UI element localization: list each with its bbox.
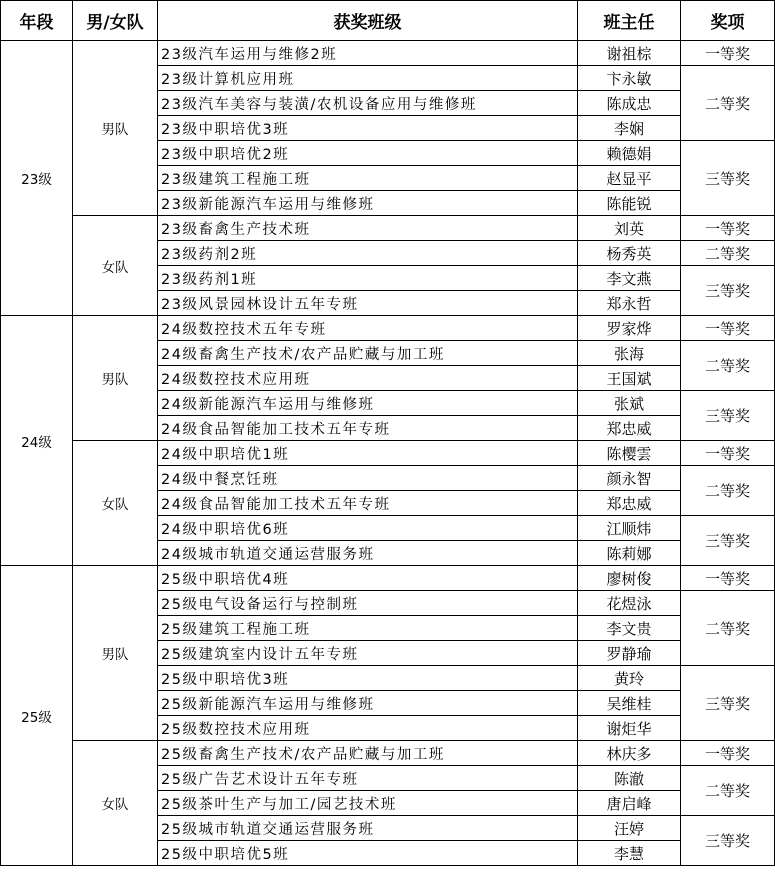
table-row: [1, 216, 775, 241]
teacher-cell: 郑忠威: [578, 491, 681, 516]
teacher-cell: 杨秀英: [578, 241, 681, 266]
header-grade: 年段: [1, 1, 73, 41]
teacher-cell: 陈澈: [578, 766, 681, 791]
class-cell: 24级新能源汽车运用与维修班: [158, 391, 578, 416]
table-row: [1, 41, 775, 66]
header-teacher: 班主任: [578, 1, 681, 41]
teacher-cell: 唐启峰: [578, 791, 681, 816]
award-cell: 一等奖: [681, 441, 775, 466]
award-cell: 三等奖: [681, 266, 775, 316]
class-cell: 24级中餐烹饪班: [158, 466, 578, 491]
award-cell: 二等奖: [681, 66, 775, 141]
class-cell: 23级畜禽生产技术班: [158, 216, 578, 241]
teacher-cell: 陈能锐: [578, 191, 681, 216]
teacher-cell: 吴维桂: [578, 691, 681, 716]
table-row: [1, 566, 775, 591]
award-cell: 一等奖: [681, 316, 775, 341]
class-cell: 25级中职培优4班: [158, 566, 578, 591]
class-cell: 23级药剂1班: [158, 266, 578, 291]
class-cell: 23级中职培优2班: [158, 141, 578, 166]
award-cell: 三等奖: [681, 516, 775, 566]
class-cell: 23级药剂2班: [158, 241, 578, 266]
class-cell: 24级数控技术应用班: [158, 366, 578, 391]
award-cell: 一等奖: [681, 741, 775, 766]
grade-cell: 24级: [1, 316, 73, 566]
teacher-cell: 王国斌: [578, 366, 681, 391]
teacher-cell: 刘英: [578, 216, 681, 241]
teacher-cell: 花煜泳: [578, 591, 681, 616]
header-row: [1, 1, 775, 41]
header-team: 男/女队: [73, 1, 158, 41]
class-cell: 24级城市轨道交通运营服务班: [158, 541, 578, 566]
teacher-cell: 汪婷: [578, 816, 681, 841]
teacher-cell: 陈成忠: [578, 91, 681, 116]
teacher-cell: 林庆多: [578, 741, 681, 766]
table-row: [1, 741, 775, 766]
award-cell: 一等奖: [681, 566, 775, 591]
grade-cell: 23级: [1, 41, 73, 316]
table-row: [1, 441, 775, 466]
header-class: 获奖班级: [158, 1, 578, 41]
teacher-cell: 张海: [578, 341, 681, 366]
class-cell: 25级茶叶生产与加工/园艺技术班: [158, 791, 578, 816]
table-body: [1, 41, 775, 866]
team-cell: 女队: [73, 441, 158, 566]
teacher-cell: 颜永智: [578, 466, 681, 491]
teacher-cell: 赖德娟: [578, 141, 681, 166]
team-cell: 女队: [73, 216, 158, 316]
class-cell: 25级城市轨道交通运营服务班: [158, 816, 578, 841]
class-cell: 25级中职培优3班: [158, 666, 578, 691]
grade-cell: 25级: [1, 566, 73, 866]
header-award: 奖项: [681, 1, 775, 41]
class-cell: 25级建筑工程施工班: [158, 616, 578, 641]
table-row: [1, 316, 775, 341]
teacher-cell: 卞永敏: [578, 66, 681, 91]
teacher-cell: 谢炬华: [578, 716, 681, 741]
teacher-cell: 李慧: [578, 841, 681, 866]
class-cell: 25级新能源汽车运用与维修班: [158, 691, 578, 716]
award-cell: 一等奖: [681, 41, 775, 66]
class-cell: 23级中职培优3班: [158, 116, 578, 141]
class-cell: 24级食品智能加工技术五年专班: [158, 491, 578, 516]
award-cell: 三等奖: [681, 816, 775, 866]
award-cell: 三等奖: [681, 666, 775, 741]
class-cell: 25级广告艺术设计五年专班: [158, 766, 578, 791]
class-cell: 23级新能源汽车运用与维修班: [158, 191, 578, 216]
class-cell: 24级中职培优6班: [158, 516, 578, 541]
award-cell: 三等奖: [681, 141, 775, 216]
class-cell: 23级建筑工程施工班: [158, 166, 578, 191]
teacher-cell: 张斌: [578, 391, 681, 416]
class-cell: 24级畜禽生产技术/农产品贮藏与加工班: [158, 341, 578, 366]
teacher-cell: 郑永哲: [578, 291, 681, 316]
teacher-cell: 李娴: [578, 116, 681, 141]
class-cell: 24级数控技术五年专班: [158, 316, 578, 341]
team-cell: 男队: [73, 41, 158, 216]
award-cell: 二等奖: [681, 591, 775, 666]
teacher-cell: 罗静瑜: [578, 641, 681, 666]
teacher-cell: 廖树俊: [578, 566, 681, 591]
class-cell: 25级数控技术应用班: [158, 716, 578, 741]
class-cell: 25级畜禽生产技术/农产品贮藏与加工班: [158, 741, 578, 766]
team-cell: 女队: [73, 741, 158, 866]
class-cell: 23级计算机应用班: [158, 66, 578, 91]
teacher-cell: 黄玲: [578, 666, 681, 691]
class-cell: 25级中职培优5班: [158, 841, 578, 866]
award-cell: 一等奖: [681, 216, 775, 241]
class-cell: 25级建筑室内设计五年专班: [158, 641, 578, 666]
teacher-cell: 赵显平: [578, 166, 681, 191]
award-cell: 二等奖: [681, 341, 775, 391]
class-cell: 23级风景园林设计五年专班: [158, 291, 578, 316]
teacher-cell: 罗家烨: [578, 316, 681, 341]
teacher-cell: 郑忠威: [578, 416, 681, 441]
award-cell: 二等奖: [681, 466, 775, 516]
teacher-cell: 江顺炜: [578, 516, 681, 541]
team-cell: 男队: [73, 316, 158, 441]
class-cell: 25级电气设备运行与控制班: [158, 591, 578, 616]
class-cell: 23级汽车美容与装潢/农机设备应用与维修班: [158, 91, 578, 116]
team-cell: 男队: [73, 566, 158, 741]
award-cell: 二等奖: [681, 241, 775, 266]
teacher-cell: 李文燕: [578, 266, 681, 291]
teacher-cell: 陈樱雲: [578, 441, 681, 466]
teacher-cell: 谢祖棕: [578, 41, 681, 66]
class-cell: 24级中职培优1班: [158, 441, 578, 466]
award-cell: 二等奖: [681, 766, 775, 816]
teacher-cell: 陈莉娜: [578, 541, 681, 566]
class-cell: 24级食品智能加工技术五年专班: [158, 416, 578, 441]
class-cell: 23级汽车运用与维修2班: [158, 41, 578, 66]
award-cell: 三等奖: [681, 391, 775, 441]
teacher-cell: 李文贵: [578, 616, 681, 641]
